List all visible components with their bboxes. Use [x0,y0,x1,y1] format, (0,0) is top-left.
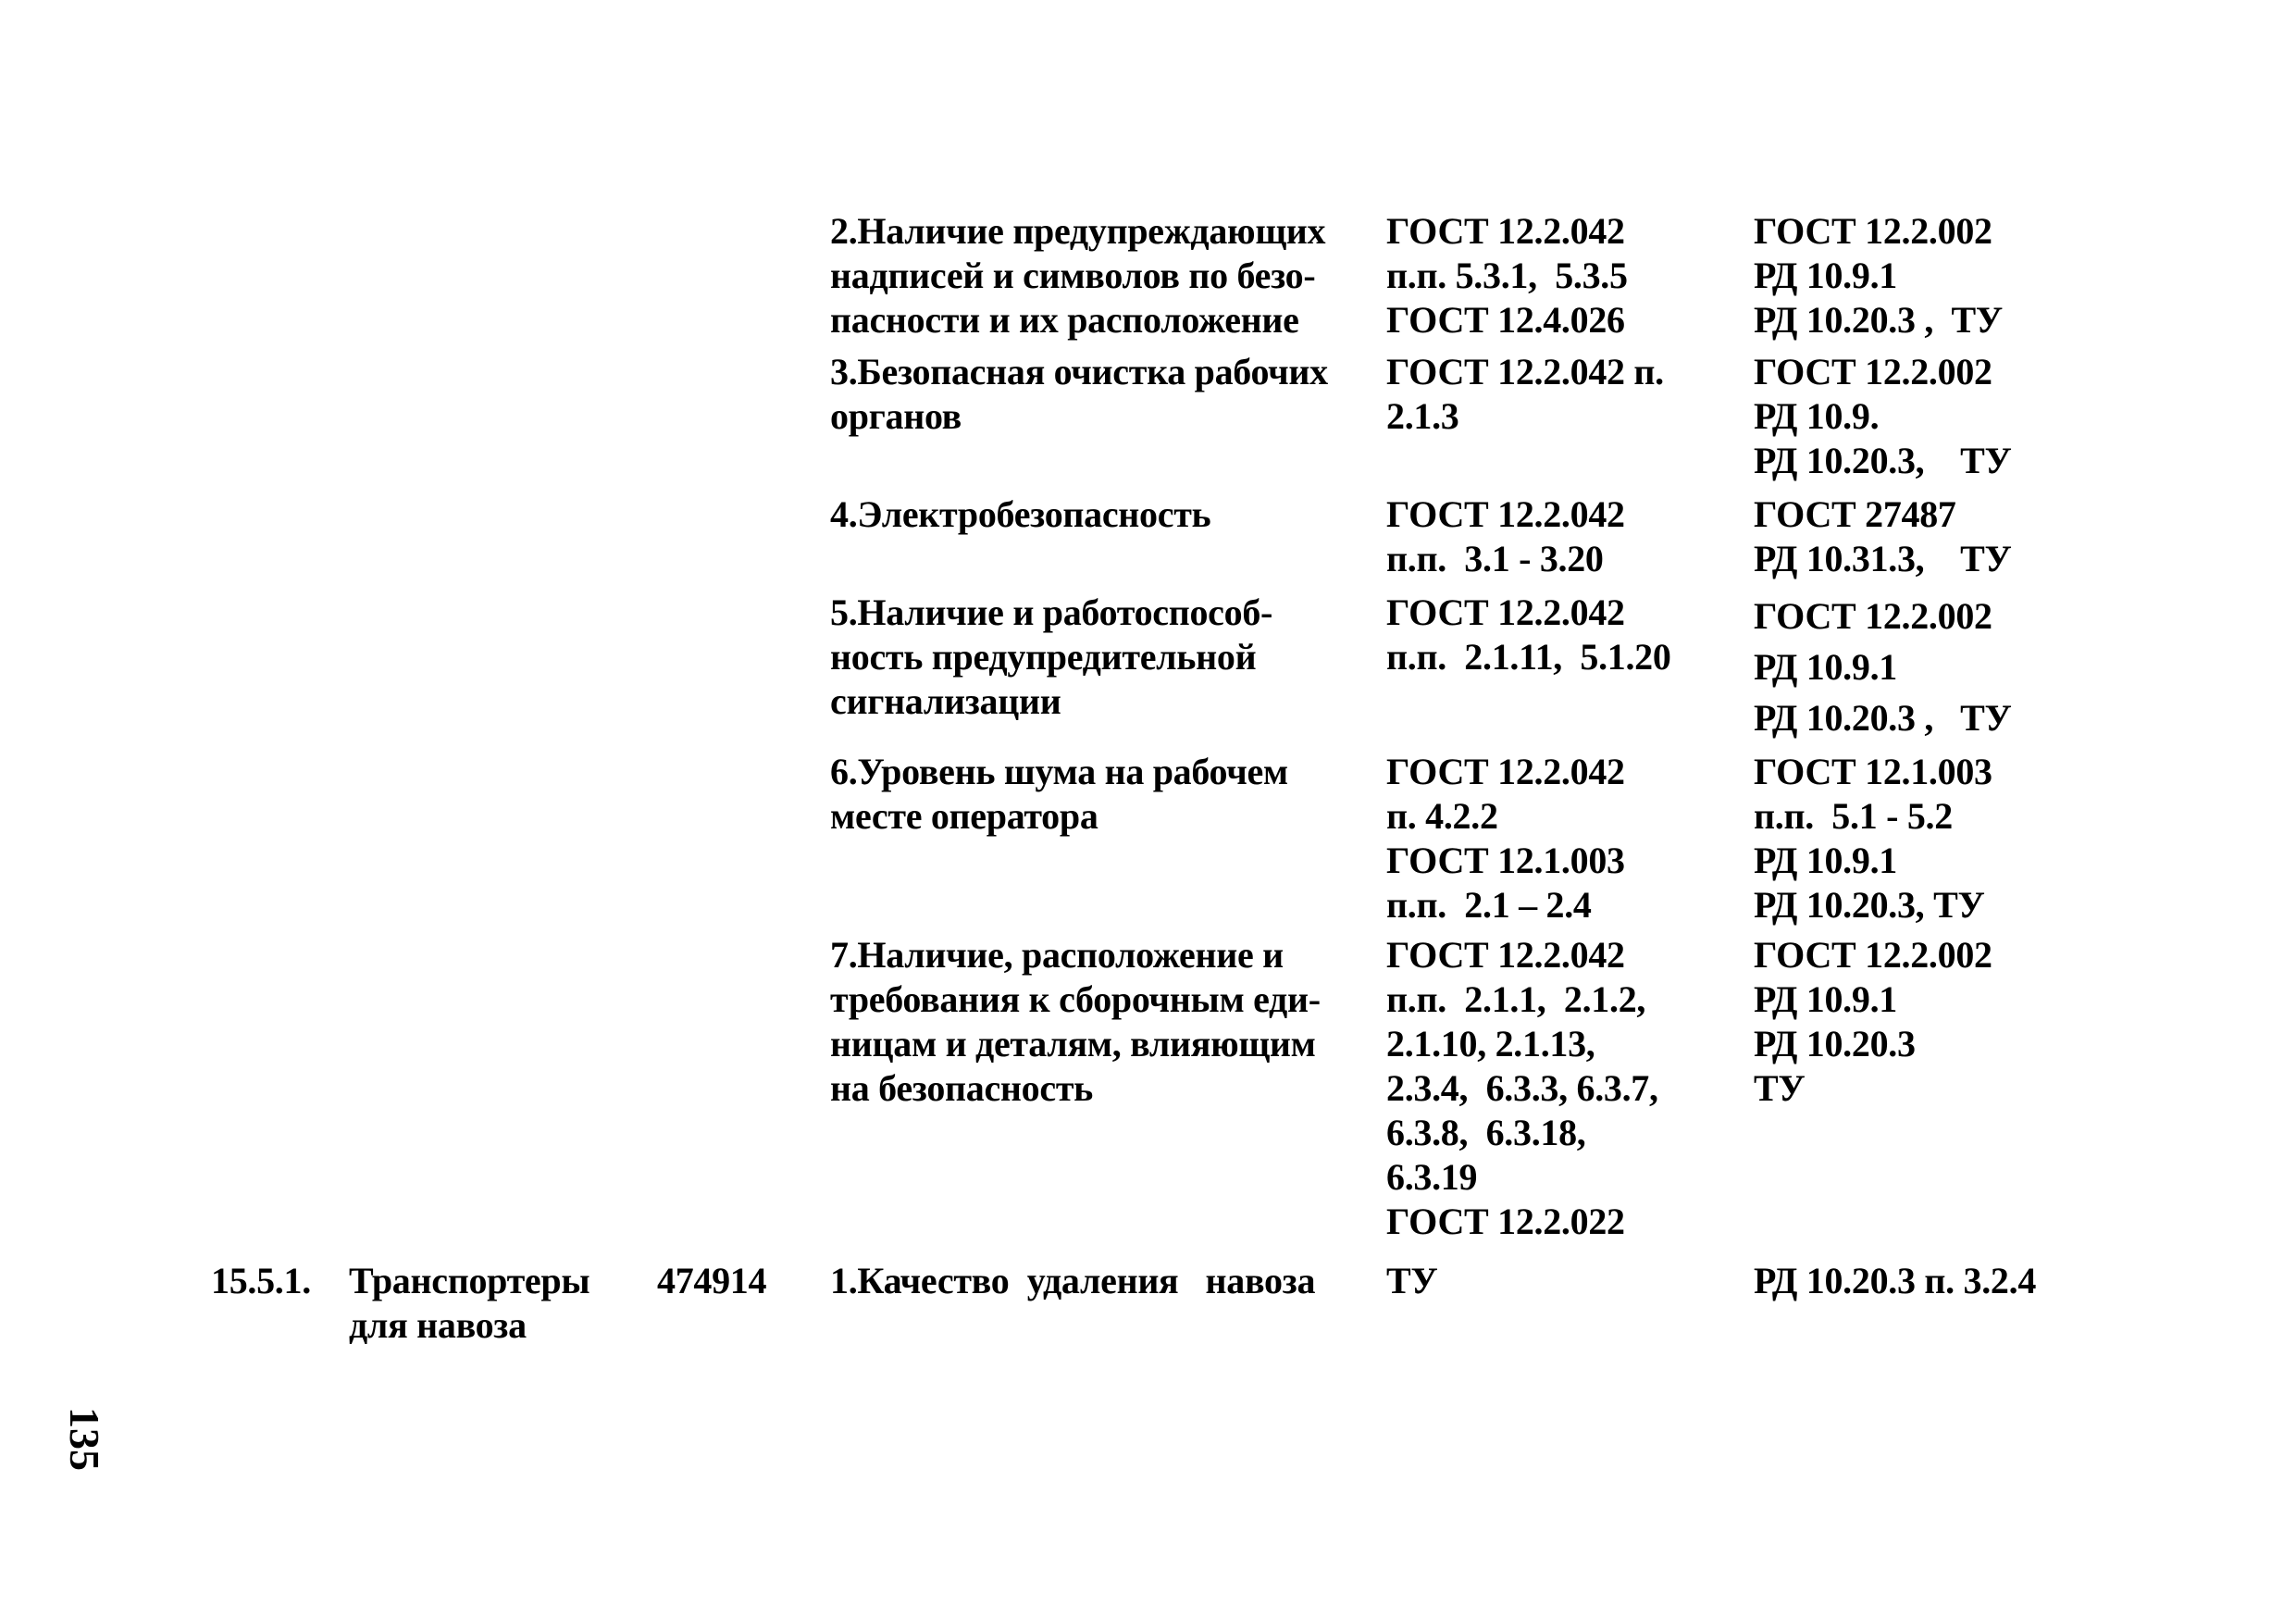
control-method-cell: ГОСТ 27487 РД 10.31.3, ТУ [1754,493,2012,579]
control-method-cell: ГОСТ 12.2.002 РД 10.9. РД 10.20.3, ТУ [1754,351,2012,481]
requirement-cell: 3.Безопасная очистка рабочих органов [830,351,1328,437]
normative-doc-cell: ГОСТ 12.2.042 п. 4.2.2 ГОСТ 12.1.003 п.п. 2.1 – 2.4 [1386,751,1625,926]
requirement-cell: 6.Уровень шума на рабочем месте оператора [830,751,1288,837]
normative-doc-cell: ТУ [1386,1260,1438,1301]
control-method-cell: ГОСТ 12.1.003 п.п. 5.1 - 5.2 РД 10.9.1 РД 10.20.3, ТУ [1754,751,1992,926]
requirement-cell: 1.Качество удаления навоза [830,1260,1316,1301]
control-method-cell: ГОСТ 12.2.002 РД 10.9.1 РД 10.20.3 ТУ [1754,934,1992,1109]
control-method-cell: ГОСТ 12.2.002 РД 10.9.1 РД 10.20.3 , ТУ [1754,210,2003,341]
normative-doc-cell: ГОСТ 12.2.042 п.п. 5.3.1, 5.3.5 ГОСТ 12.4.026 [1386,210,1628,341]
control-method-cell: РД 10.20.3 п. 3.2.4 [1754,1260,2037,1301]
requirement-cell: 7.Наличие, расположение и требования к сборочным еди- ницам и деталям, влияющим на безопасность [830,934,1321,1109]
control-method-cell: ГОСТ 12.2.002 РД 10.9.1 РД 10.20.3 , ТУ [1754,595,2012,739]
product-code-cell: 474914 [657,1260,767,1301]
page-number: 135 [61,1407,108,1471]
normative-doc-cell: ГОСТ 12.2.042 п.п. 2.1.1, 2.1.2, 2.1.10, 2.1.13, 2.3.4, 6.3.3, 6.3.7, 6.3.8, 6.3.18, 6.3.19 ГОСТ 12.2.022 [1386,934,1658,1242]
requirement-cell: 4.Электробезопасность [830,493,1211,535]
item-number-cell: 15.5.1. [211,1260,311,1301]
requirement-cell: 5.Наличие и работоспособ- ность предупредительной сигнализации [830,591,1273,722]
normative-doc-cell: ГОСТ 12.2.042 п.п. 2.1.11, 5.1.20 [1386,591,1671,678]
normative-doc-cell: ГОСТ 12.2.042 п.п. 3.1 - 3.20 [1386,493,1625,579]
product-name-cell: Транспортеры для навоза [349,1260,590,1346]
normative-doc-cell: ГОСТ 12.2.042 п. 2.1.3 [1386,351,1664,437]
requirement-cell: 2.Наличие предупреждающих надписей и символов по безо- пасности и их расположение [830,210,1326,341]
